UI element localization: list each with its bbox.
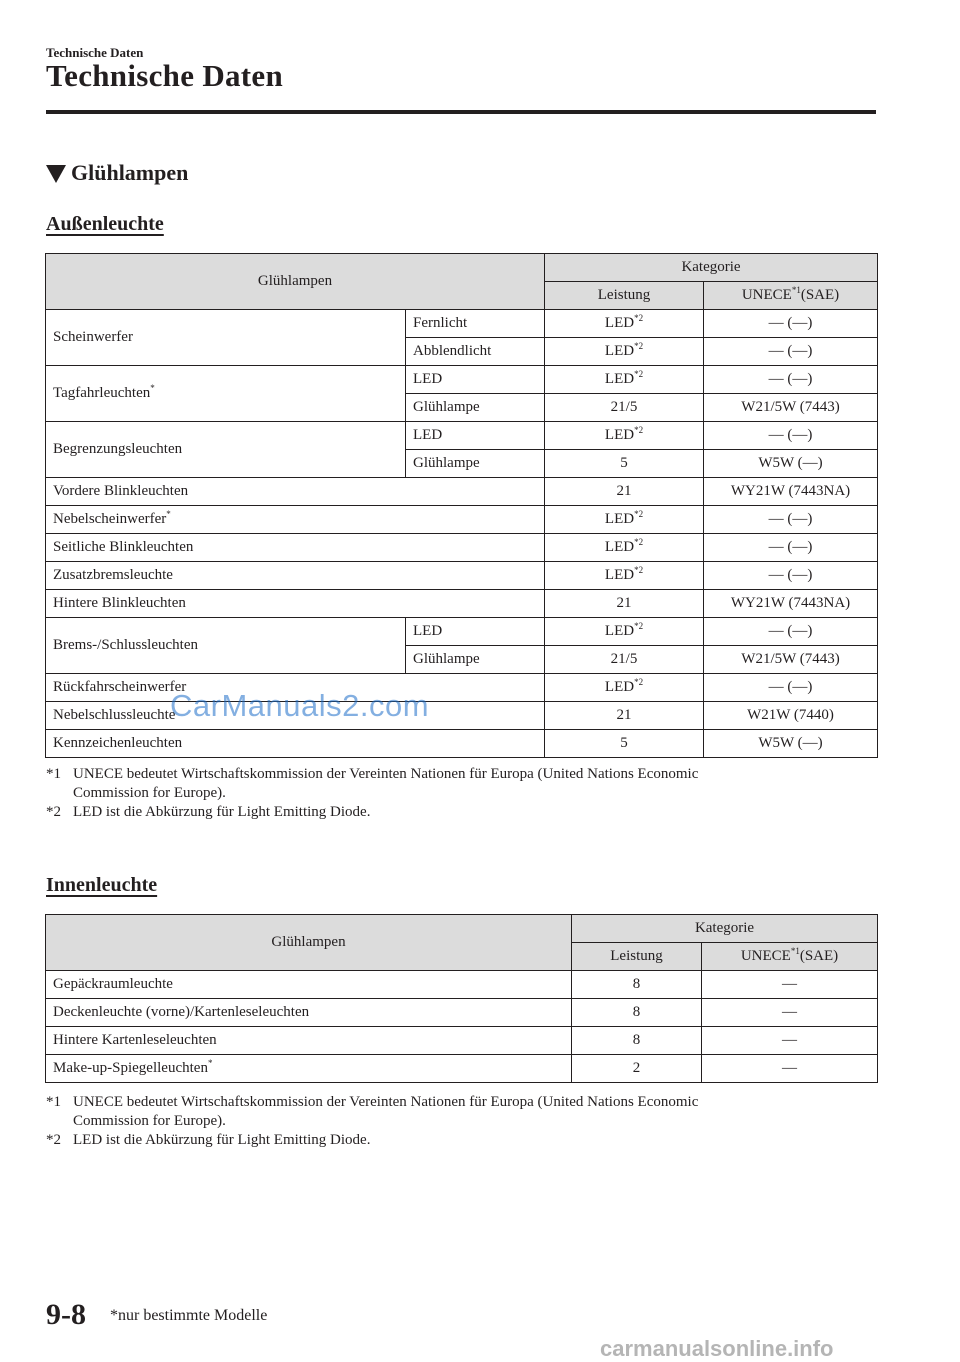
table-header-row (46, 915, 878, 943)
overlay-watermark: CarManuals2.com (170, 688, 430, 723)
lamp-unece: W21/5W (7443) (704, 394, 878, 422)
table-row (46, 506, 878, 534)
lamp-name: Scheinwerfer (46, 310, 406, 366)
table-row (46, 534, 878, 562)
lamp-wattage: 5 (545, 450, 704, 478)
lamp-unece: — (—) (704, 506, 878, 534)
lamp-unece: — (—) (704, 310, 878, 338)
header-wattage: Leistung (572, 943, 702, 971)
lamp-name: Nebelscheinwerfer* (46, 506, 545, 534)
lamp-wattage: LED$^{*2}$ (545, 366, 704, 394)
exterior-footnotes (46, 765, 698, 822)
lamp-wattage: LED$^{*2}$ (545, 338, 704, 366)
footer-note: *nur bestimmte Modelle (110, 1307, 268, 1324)
table-row (46, 1027, 878, 1055)
lamp-wattage: LED$^{*2}$ (545, 618, 704, 646)
table-row (46, 618, 878, 646)
lamp-wattage: LED$^{*2}$ (545, 506, 704, 534)
lamp-unece: — (—) (704, 422, 878, 450)
triangle-down-icon (46, 165, 66, 183)
table-row (46, 310, 878, 338)
lamp-name: Zusatzbremsleuchte (46, 562, 545, 590)
footnote: *1 UNECE bedeutet Wirtschaftskommission der Vereinten Nationen für Europa (United Nations Economic Commission for Europe). (46, 766, 699, 801)
lamp-name: Hintere Blinkleuchten (46, 590, 545, 618)
lamp-sub: Glühlampe (406, 450, 545, 478)
lamp-unece: — (702, 1055, 878, 1083)
lamp-wattage: LED$^{*2}$ (545, 310, 704, 338)
lamp-sub: Abblendlicht (406, 338, 545, 366)
lamp-unece: — (702, 999, 878, 1027)
lamp-unece: — (—) (704, 338, 878, 366)
lamp-unece: WY21W (7443NA) (704, 590, 878, 618)
lamp-wattage: LED$^{*2}$ (545, 422, 704, 450)
table-row (46, 478, 878, 506)
page-number: 9-8 (46, 1298, 86, 1331)
lamp-wattage: 21 (545, 702, 704, 730)
lamp-wattage: 5 (545, 730, 704, 758)
lamp-sub: LED (406, 618, 545, 646)
lamp-wattage: LED$^{*2}$ (545, 674, 704, 702)
footnote: *2 LED ist die Abkürzung für Light Emitting Diode. (46, 804, 371, 820)
table-row (46, 1055, 878, 1083)
lamp-name: Deckenleuchte (vorne)/Kartenleseleuchten (46, 999, 572, 1027)
lamp-unece: — (—) (704, 366, 878, 394)
lamp-unece: W21/5W (7443) (704, 646, 878, 674)
table-row (46, 971, 878, 999)
lamp-sub: Fernlicht (406, 310, 545, 338)
lamp-wattage: 8 (572, 1027, 702, 1055)
lamp-unece: WY21W (7443NA) (704, 478, 878, 506)
table-row (46, 730, 878, 758)
lamp-unece: W21W (7440) (704, 702, 878, 730)
lamp-unece: — (—) (704, 534, 878, 562)
lamp-sub: LED (406, 366, 545, 394)
lamp-wattage: 21 (545, 478, 704, 506)
lamp-wattage: 21/5 (545, 646, 704, 674)
bottom-watermark: carmanualsonline.info (600, 1336, 834, 1361)
header-unece: UNECE$^{*1}$(SAE) (704, 282, 878, 310)
lamp-name: Kennzeichenleuchten (46, 730, 545, 758)
lamp-wattage: 8 (572, 999, 702, 1027)
lamp-wattage: 21 (545, 590, 704, 618)
lamp-name: Gepäckraumleuchte (46, 971, 572, 999)
lamp-name: Begrenzungsleuchten (46, 422, 406, 478)
lamp-unece: — (—) (704, 618, 878, 646)
lamp-wattage: 2 (572, 1055, 702, 1083)
exterior-bulb-table (45, 253, 878, 758)
footnote: *2 LED ist die Abkürzung für Light Emitting Diode. (46, 1132, 371, 1148)
header-category: Kategorie (572, 915, 878, 943)
header-wattage: Leistung (545, 282, 704, 310)
lamp-name: Vordere Blinkleuchten (46, 478, 545, 506)
lamp-unece: W5W (—) (704, 730, 878, 758)
section-heading (46, 160, 188, 186)
lamp-unece: — (702, 971, 878, 999)
lamp-wattage: LED$^{*2}$ (545, 562, 704, 590)
running-header: Technische Daten (46, 45, 144, 60)
lamp-name: Rückfahrscheinwerfer (46, 674, 545, 702)
lamp-unece: — (—) (704, 562, 878, 590)
lamp-wattage: LED$^{*2}$ (545, 534, 704, 562)
lamp-wattage: 8 (572, 971, 702, 999)
lamp-name: Hintere Kartenleseleuchten (46, 1027, 572, 1055)
table-header-row (46, 254, 878, 282)
table-row (46, 590, 878, 618)
lamp-name: Tagfahrleuchten* (46, 366, 406, 422)
lamp-unece: W5W (—) (704, 450, 878, 478)
interior-lights-heading: Innenleuchte (46, 874, 158, 896)
header-lamps: Glühlampen (46, 254, 545, 310)
header-unece: UNECE$^{*1}$(SAE) (702, 943, 878, 971)
table-row (46, 422, 878, 450)
header-lamps: Glühlampen (46, 915, 572, 971)
exterior-lights-heading: Außenleuchte (46, 213, 164, 235)
table-row (46, 562, 878, 590)
interior-bulb-table (45, 914, 878, 1083)
header-category: Kategorie (545, 254, 878, 282)
footnote: *1 UNECE bedeutet Wirtschaftskommission der Vereinten Nationen für Europa (United Nations Economic Commission for Europe). (46, 1094, 699, 1129)
lamp-name: Seitliche Blinkleuchten (46, 534, 545, 562)
lamp-name: Make-up-Spiegelleuchten* (46, 1055, 572, 1083)
title-rule (46, 110, 876, 114)
lamp-unece: — (702, 1027, 878, 1055)
table-row (46, 999, 878, 1027)
section-heading-text: Glühlampen (71, 160, 189, 185)
page-title: Technische Daten (46, 58, 284, 93)
lamp-sub: Glühlampe (406, 394, 545, 422)
lamp-unece: — (—) (704, 674, 878, 702)
lamp-sub: Glühlampe (406, 646, 545, 674)
lamp-name: Brems-/Schlussleuchten (46, 618, 406, 674)
lamp-wattage: 21/5 (545, 394, 704, 422)
lamp-name: Nebelschlussleuchte (46, 702, 545, 730)
interior-footnotes (46, 1093, 698, 1150)
table-row (46, 366, 878, 394)
lamp-sub: LED (406, 422, 545, 450)
